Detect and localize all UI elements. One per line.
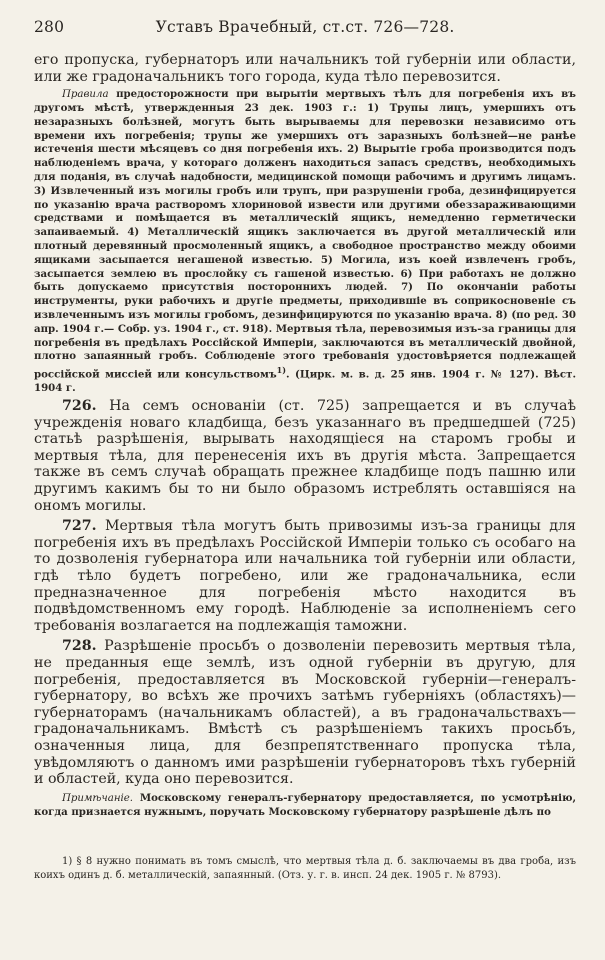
article-728-number: 728. <box>62 638 97 655</box>
page-header <box>34 18 576 42</box>
article-727 <box>34 518 576 634</box>
note-text: Московскому генералъ-губернатору предоставляется, по усмотрѣнію, когда признается нужнымъ, поручать Московскому губернатору разрѣшеніе дѣлъ по <box>34 791 576 818</box>
note-label: Примѣчаніе. <box>62 792 134 804</box>
page-number: 280 <box>34 18 65 36</box>
footnote-mark: 1) <box>62 856 73 868</box>
article-726-text: На семъ основаніи (ст. 725) запрещается и въ случаѣ учрежденія новаго кладбища, безъ указаннаго въ предшедшей (725) статьѣ разрѣшенія, вырывать находящіеся на старомъ гробы и мертвыя тѣла, для перенесенія ихъ въ другія мѣста. Запрещается также въ семъ случаѣ обращать прежнее кладбище подъ пашню или другимъ какимъ бы то ни было образомъ истреблять оставшіяся на ономъ могилы. <box>34 398 576 514</box>
running-title: Уставъ Врачебный, ст.ст. 726—728. <box>155 18 455 36</box>
footnote-ref: 1) <box>276 365 286 376</box>
article-727-text: Мертвыя тѣла могутъ быть привозимы изъ-за границы для погребенія ихъ въ предѣлахъ Россійской Имперіи только съ особаго на то дозволенія губернатора или начальника той губерніи или области, гдѣ тѣло будетъ погребено, или же градоначальника, если предназначенное для погребенія мѣсто находится въ подвѣдомственномъ ему городѣ. Наблюденіе за исполненіемъ сего требованія возлагается на подлежащія таможни. <box>34 518 576 634</box>
article-726-number: 726. <box>62 398 97 415</box>
rules-text: предосторожности при вырытіи мертвыхъ тѣлъ для погребенія ихъ въ другомъ мѣстѣ, утвержденныя 23 дек. 1903 г.: 1) Трупы лицъ, умершихъ отъ незаразныхъ болѣзней, могутъ быть вырываемы для перевозки независимо отъ времени ихъ погребенія; трупы же умершихъ отъ заразныхъ болѣзней—не ранѣе истеченія шести мѣсяцевъ со дня погребенія ихъ. 2) Вырытіе гроба производится подъ наблюденіемъ врача, у котораго долженъ находиться запасъ средствъ, необходимыхъ для поданія, въ случаѣ надобности, медицинской помощи рабочимъ и другимъ лицамъ. 3) Извлеченный изъ могилы гробъ или трупъ, при разрушеніи гроба, дезинфицируется по указанію врача растворомъ хлориновой извести или другими обеззараживающими средствами и помѣщается въ металлическій ящикъ, немедленно герметически запаиваемый. 4) Металлическій ящикъ заключается въ другой металлическій или плотный деревянный просмоленный ящикъ, а свободное пространство между обоими ящиками засыпается негашеной известью. 5) Могила, изъ коей извлеченъ гробъ, засыпается землею въ прослойку съ гашеной известью. 6) При работахъ не должно быть допускаемо присутствія постороннихъ людей. 7) По окончаніи работы инструменты, руки рабочихъ и другіе предметы, приходившіе въ соприкосновеніе съ извлеченнымъ изъ могилы гробомъ, дезинфицируются по указанію врача. 8) (по ред. 30 апр. 1904 г.— Собр. уз. 1904 г., ст. 918). Мертвыя тѣла, перевозимыя изъ-за границы для погребенія въ предѣлахъ Россійской Имперіи, заключаются въ металлическій двойной, плотно запаянный гробъ. Соблюденіе этого требованія удостовѣряется подлежащей россійской миссіей или консульствомъ <box>34 88 576 381</box>
article-728-text: Разрѣшеніе просьбъ о дозволеніи перевозить мертвыя тѣла, не преданныя еще землѣ, изъ одной губерніи въ другую, для погребенія, предоставляется въ Московской губерніи—генералъ-губернатору, во всѣхъ же прочихъ затѣмъ губерніяхъ (областяхъ)—губернаторамъ (начальникамъ областей), а въ градоначальствахъ—градоначальникамъ. Вмѣстѣ съ разрѣшеніемъ такихъ просьбъ, означенныя лица, для безпрепятственнаго пропуска тѣла, увѣдомляютъ о данномъ ими разрѣшеніи губернаторовъ тѣхъ губерній и областей, куда оно перевозится. <box>34 638 576 788</box>
footnote <box>34 855 576 882</box>
article-726 <box>34 398 576 514</box>
footnote-text: § 8 нужно понимать въ томъ смыслѣ, что мертвыя тѣла д. б. заключаемы въ два гроба, изъ коихъ одинъ д. б. металлическій, запаянный. (Отз. у. г. в. инсп. 24 дек. 1905 г. № 8793). <box>34 856 576 881</box>
rules-tail: . (Цирк. м. в. д. 25 янв. 1904 г. № 127). Вѣст. 1904 г. <box>34 368 576 395</box>
article-727-number: 727. <box>62 518 97 535</box>
continuation-paragraph: его пропуска, губернаторъ или начальникъ той губерніи или области, или же градоначальникъ того города, куда тѣло перевозится. <box>34 52 576 85</box>
note-paragraph <box>34 792 576 820</box>
article-728 <box>34 638 576 787</box>
rules-paragraph <box>34 88 576 396</box>
rules-label: Правила <box>62 89 109 101</box>
document-page <box>34 18 576 882</box>
